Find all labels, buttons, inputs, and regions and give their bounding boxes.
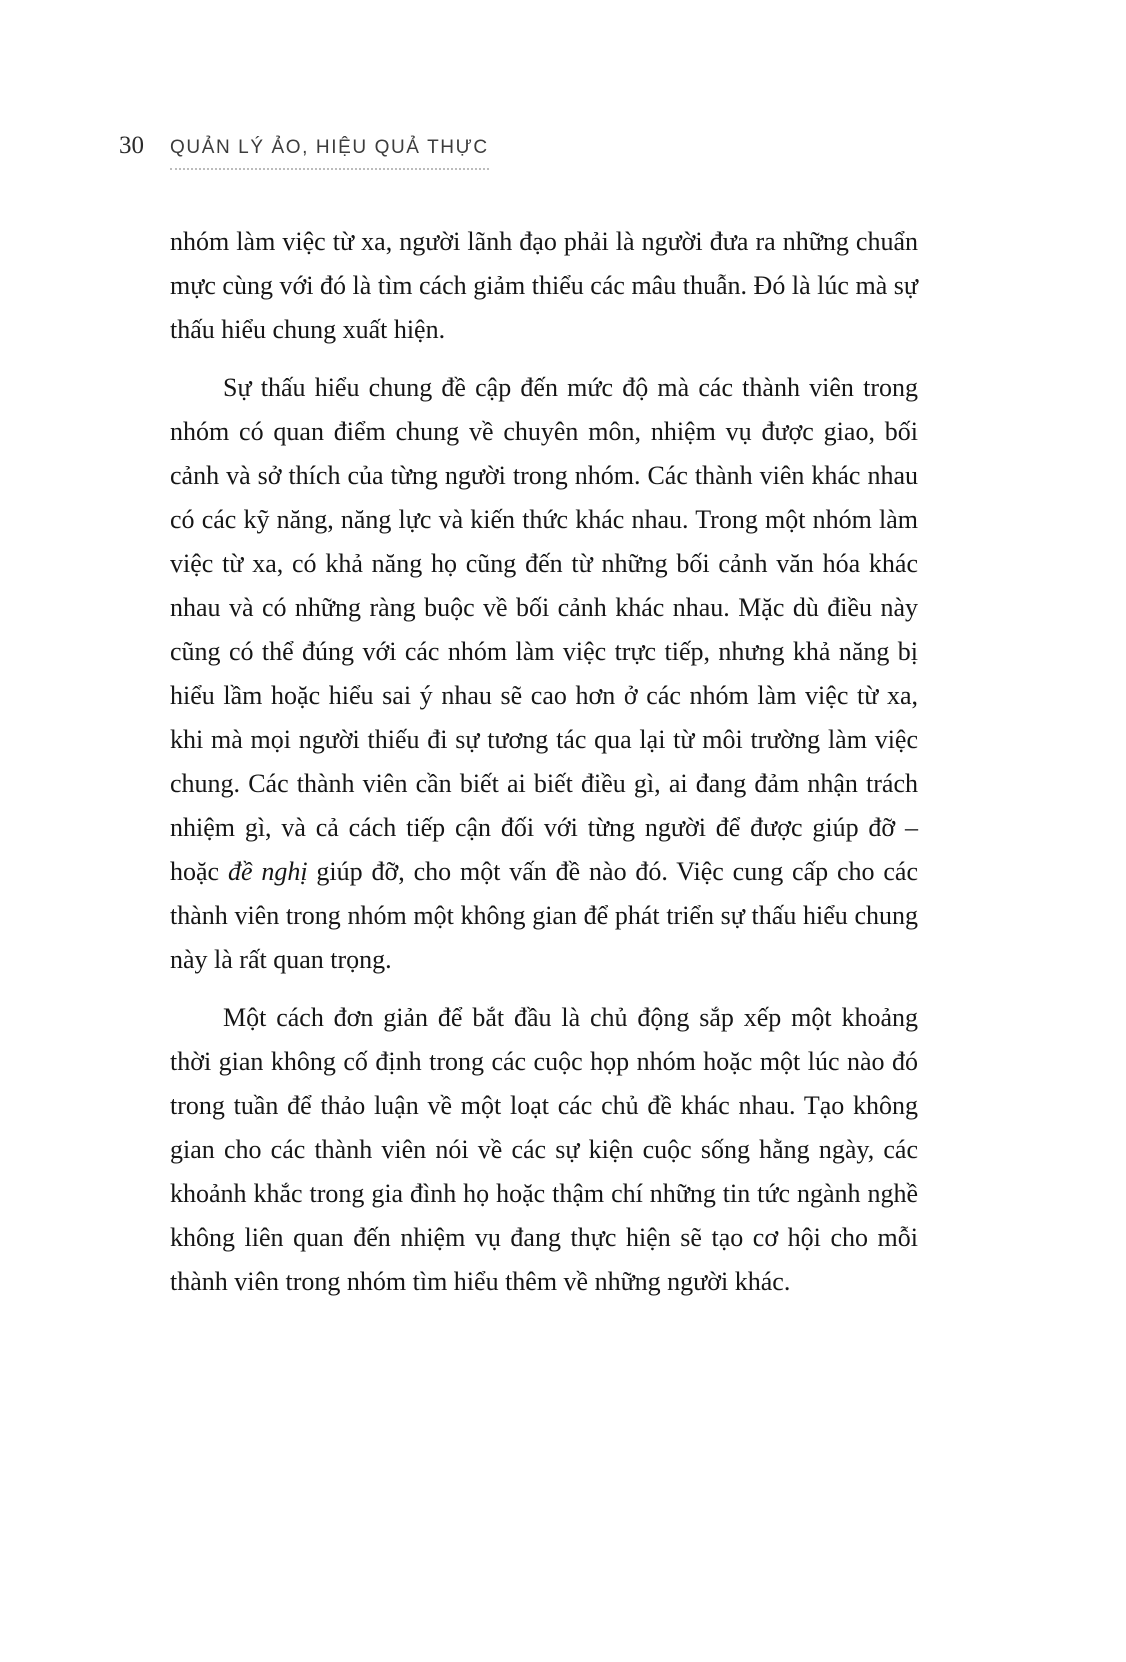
body-text bbox=[170, 220, 918, 1304]
page-number: 30 bbox=[119, 132, 144, 159]
paragraph-text: giúp đỡ, cho một vấn đề nào đó. Việc cung cấp cho các thành viên trong nhóm một không gian để phát triển sự thấu hiểu chung này là rất quan trọng. bbox=[170, 857, 918, 974]
chapter-header-title: QUẢN LÝ ẢO, HIỆU QUẢ THỰC bbox=[170, 137, 489, 170]
paragraph-text: Sự thấu hiểu chung đề cập đến mức độ mà các thành viên trong nhóm có quan điểm chung về chuyên môn, nhiệm vụ được giao, bối cảnh và sở thích của từng người trong nhóm. Các thành viên khác nhau có các kỹ năng, năng lực và kiến thức khác nhau. Trong một nhóm làm việc từ xa, có khả năng họ cũng đến từ những bối cảnh văn hóa khác nhau và có những ràng buộc về bối cảnh khác nhau. Mặc dù điều này cũng có thể đúng với các nhóm làm việc trực tiếp, nhưng khả năng bị hiểu lầm hoặc hiểu sai ý nhau sẽ cao hơn ở các nhóm làm việc từ xa, khi mà mọi người thiếu đi sự tương tác qua lại từ môi trường làm việc chung. Các thành viên cần biết ai biết điều gì, ai đang đảm nhận trách nhiệm gì, và cả cách tiếp cận đối với từng người để được giúp đỡ – hoặc bbox=[170, 373, 918, 886]
italic-phrase: đề nghị bbox=[227, 857, 308, 886]
paragraph bbox=[170, 366, 918, 982]
running-header bbox=[0, 132, 1126, 170]
paragraph: nhóm làm việc từ xa, người lãnh đạo phải là người đưa ra những chuẩn mực cùng với đó là tìm cách giảm thiểu các mâu thuẫn. Đó là lúc mà sự thấu hiểu chung xuất hiện. bbox=[170, 227, 918, 344]
paragraph: Một cách đơn giản để bắt đầu là chủ động sắp xếp một khoảng thời gian không cố định trong các cuộc họp nhóm hoặc một lúc nào đó trong tuần để thảo luận về một loạt các chủ đề khác nhau. Tạo không gian cho các thành viên nói về các sự kiện cuộc sống hằng ngày, các khoảnh khắc trong gia đình họ hoặc thậm chí những tin tức ngành nghề không liên quan đến nhiệm vụ đang thực hiện sẽ tạo cơ hội cho mỗi thành viên trong nhóm tìm hiểu thêm về những người khác. bbox=[170, 1003, 918, 1296]
